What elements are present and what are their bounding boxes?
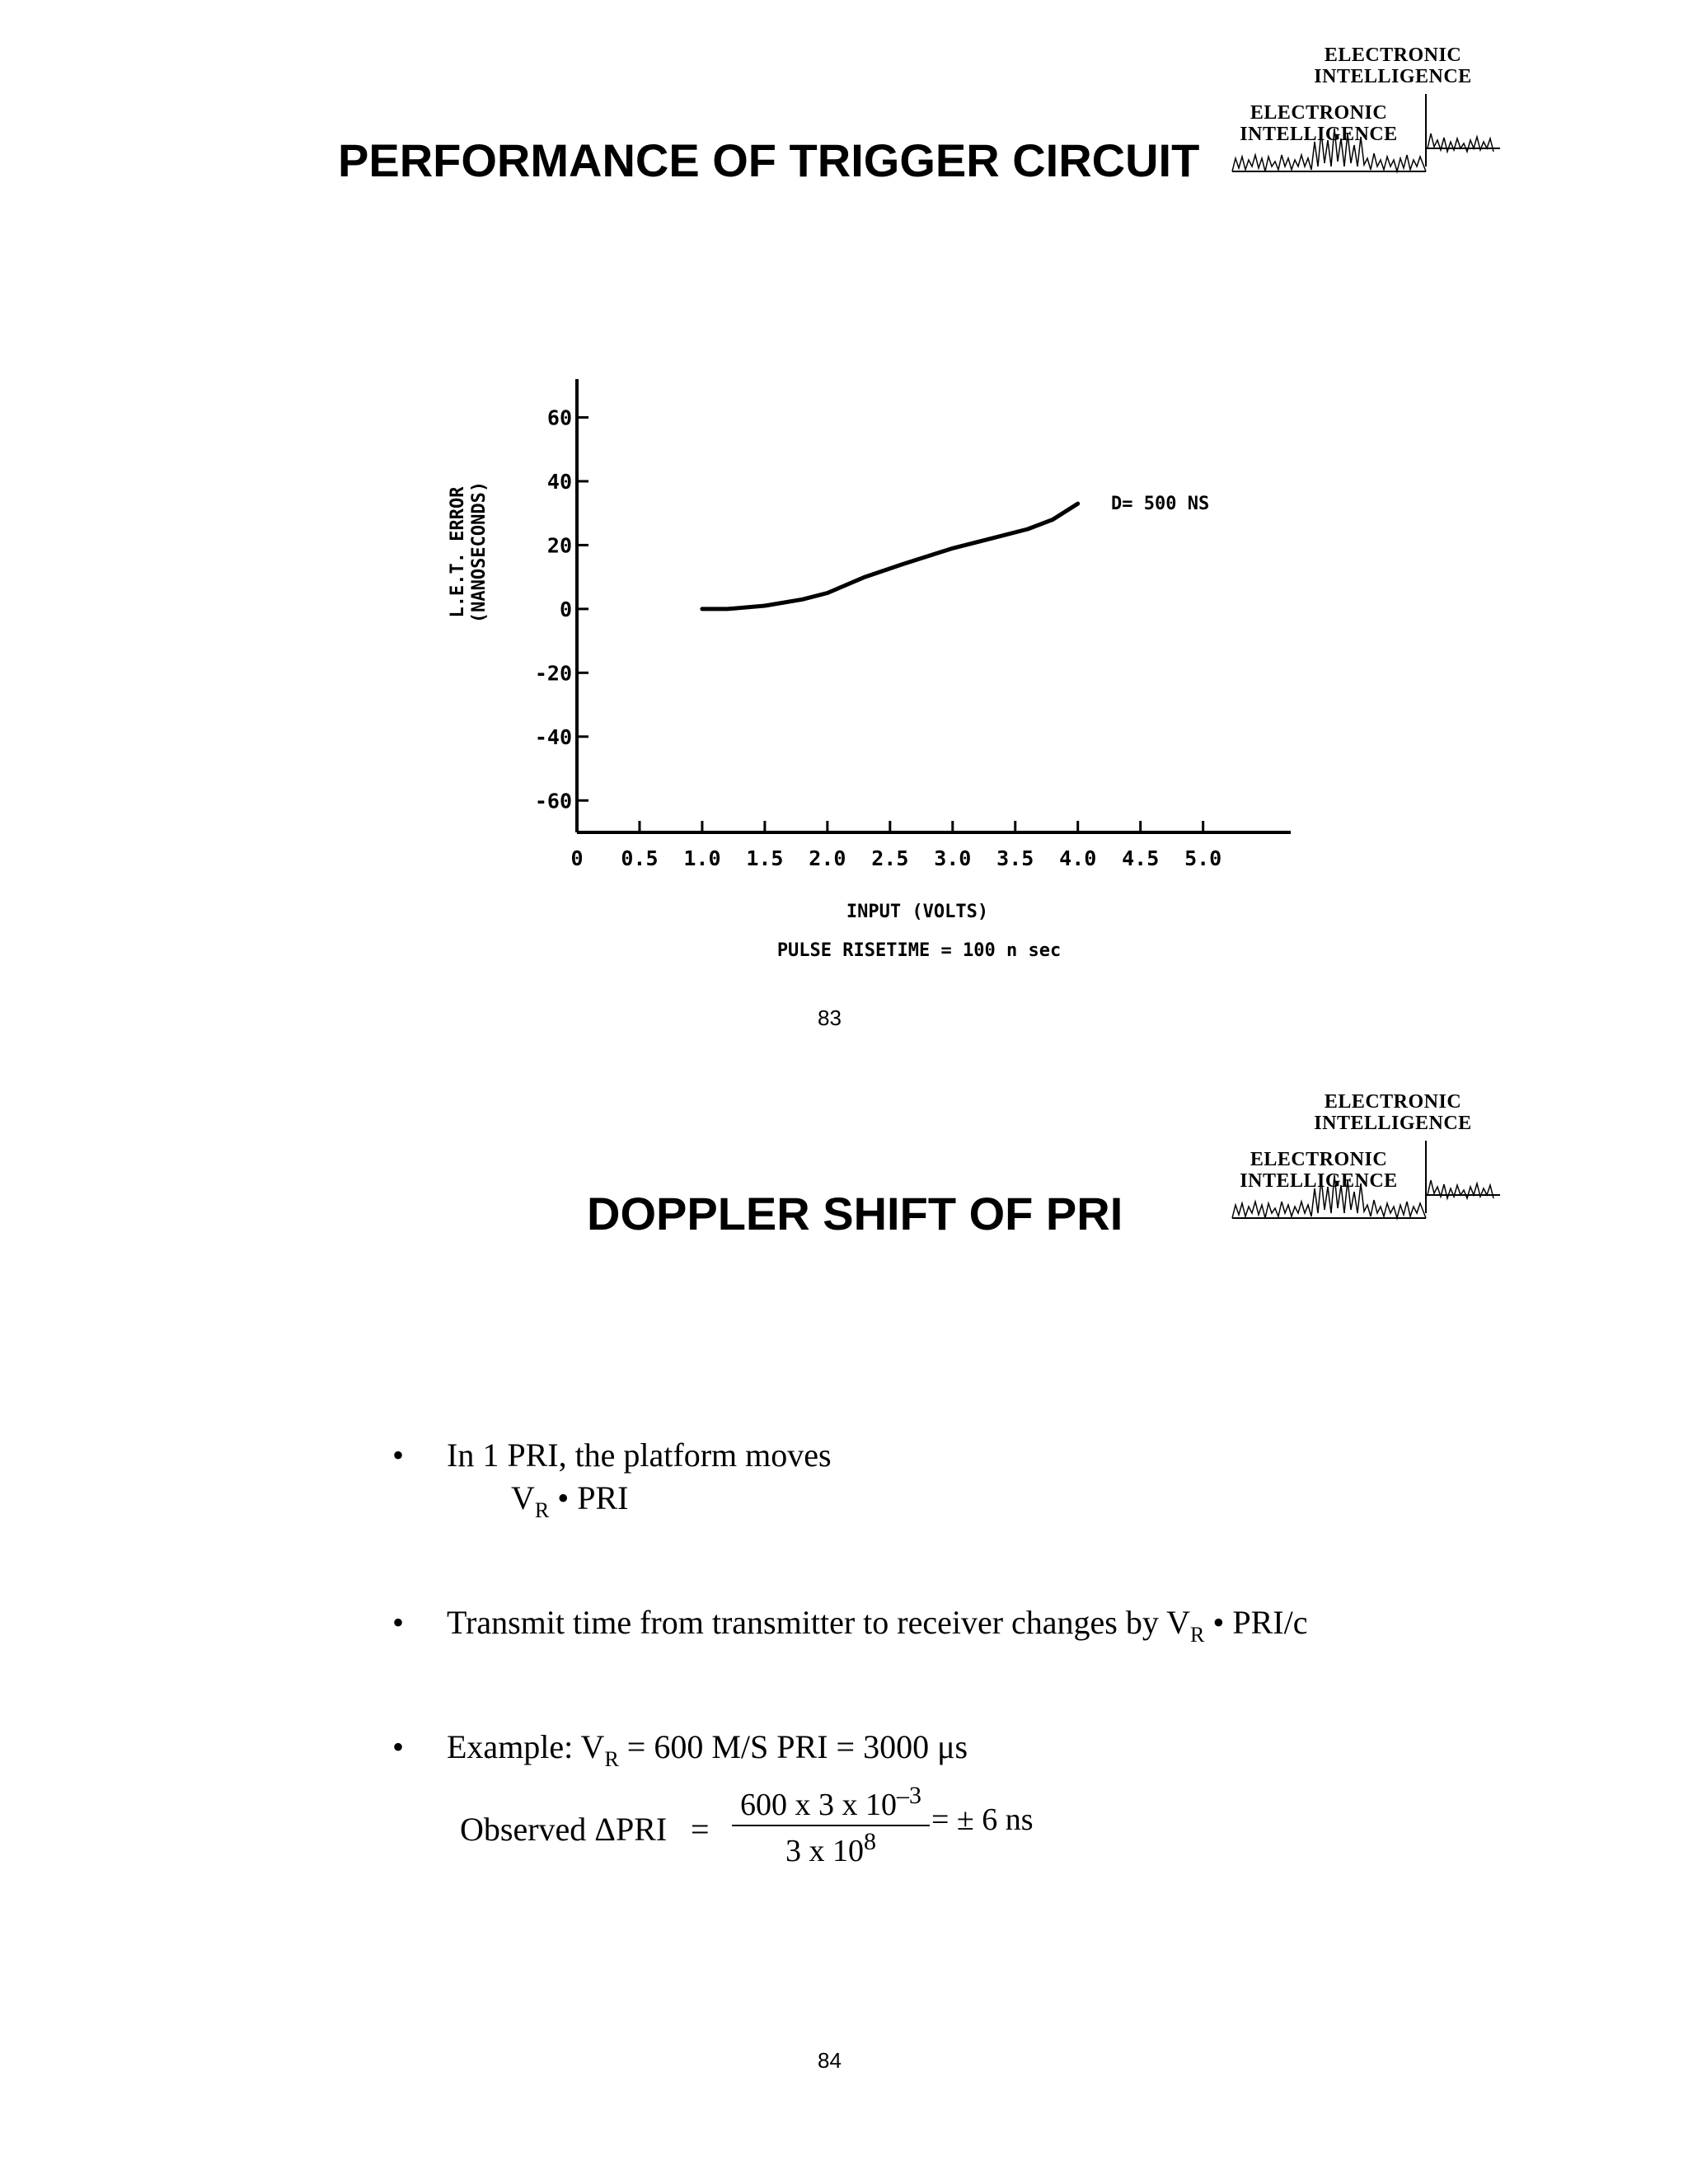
equation-numerator — [732, 1782, 930, 1823]
logo-text-top-2: INTELLIGENCE — [1314, 66, 1472, 87]
bullet-3-text-a: Example: V — [447, 1728, 605, 1765]
fraction-bar — [732, 1825, 930, 1826]
bullet-3-text — [447, 1727, 968, 1772]
numerator-base: 600 x 3 x 10 — [740, 1788, 897, 1822]
bullet-marker: • — [392, 1604, 405, 1641]
y-tick-label: 0 — [559, 597, 572, 621]
bullet-2-text-b: • PRI/c — [1204, 1604, 1308, 1641]
chart-series — [702, 504, 1078, 609]
equation-fraction — [732, 1782, 930, 1869]
denominator-base: 3 x 10 — [785, 1834, 864, 1868]
bullet-2-text-a: Transmit time from transmitter to receiver changes by V — [447, 1604, 1191, 1641]
slide1-title: PERFORMANCE OF TRIGGER CIRCUIT — [338, 134, 1200, 186]
let-error-chart — [412, 363, 1352, 989]
page-number-83: 83 — [818, 1005, 842, 1030]
y-tick-label: 60 — [546, 405, 572, 430]
chart-y-label-line1: L.E.T. ERROR — [448, 486, 468, 618]
y-tick-label: -20 — [534, 661, 572, 686]
x-tick-label: 2.0 — [809, 846, 846, 870]
y-tick-label: 40 — [546, 469, 572, 494]
y-tick-label: 20 — [546, 533, 572, 558]
bullet-3-sub: R — [604, 1747, 619, 1771]
chart-y-ticks — [535, 405, 588, 813]
x-tick-label: 5.0 — [1184, 846, 1222, 870]
x-tick-label: 0.5 — [621, 846, 659, 870]
bullet-1-sub: R — [534, 1498, 550, 1522]
bullet-2-text — [447, 1603, 1307, 1647]
chart-x-label: INPUT (VOLTS) — [846, 902, 989, 922]
denominator-exponent: 8 — [864, 1828, 876, 1855]
equation-result: = ± 6 ns — [931, 1802, 1034, 1837]
logo-signal-graphic — [1228, 1090, 1500, 1230]
equation-lhs: Observed ΔPRI — [460, 1811, 668, 1848]
x-tick-label: 0 — [570, 846, 584, 870]
logo-electronic-intelligence-2 — [1228, 1090, 1500, 1230]
bullet-3-text-b: = 600 M/S PRI = 3000 μs — [618, 1728, 968, 1765]
x-tick-label: 4.0 — [1059, 846, 1097, 870]
logo-text-top-2: INTELLIGENCE — [1314, 1113, 1472, 1134]
bullet-2-sub: R — [1190, 1623, 1205, 1647]
equation-denominator — [732, 1828, 930, 1869]
chart-axes — [577, 379, 1291, 832]
logo-text-mid-1: ELECTRONIC — [1250, 1149, 1388, 1170]
logo-text-mid-2: INTELLIGENCE — [1240, 1170, 1398, 1192]
page-number-84: 84 — [818, 2048, 842, 2073]
logo-signal-graphic — [1228, 43, 1500, 183]
logo-text-top-1: ELECTRONIC — [1324, 1091, 1462, 1113]
bullet-1-v: V — [511, 1479, 535, 1516]
x-tick-label: 1.0 — [683, 846, 721, 870]
logo-text-top-1: ELECTRONIC — [1324, 45, 1462, 66]
logo-text-mid-2: INTELLIGENCE — [1240, 124, 1398, 145]
bullet-1-line1: In 1 PRI, the platform moves — [447, 1436, 832, 1474]
equation-equals: = — [691, 1811, 710, 1848]
y-tick-label: -60 — [534, 789, 572, 813]
chart-x-ticks — [570, 821, 1221, 870]
chart-series-label: D= 500 NS — [1111, 494, 1210, 514]
bullet-1-rest: • PRI — [549, 1479, 629, 1516]
x-tick-label: 2.5 — [871, 846, 909, 870]
bullet-1-line2 — [511, 1479, 628, 1523]
logo-text-mid-1: ELECTRONIC — [1250, 102, 1388, 124]
bullet-marker: • — [392, 1436, 405, 1474]
chart-subtitle: PULSE RISETIME = 100 n sec — [776, 940, 1062, 961]
y-tick-label: -40 — [534, 724, 572, 749]
x-tick-label: 4.5 — [1122, 846, 1160, 870]
series-line — [702, 504, 1078, 609]
x-tick-label: 3.0 — [934, 846, 972, 870]
numerator-exponent: –3 — [897, 1782, 921, 1809]
bullet-marker: • — [392, 1728, 405, 1765]
x-tick-label: 1.5 — [746, 846, 784, 870]
logo-electronic-intelligence — [1228, 43, 1500, 183]
slide2-title: DOPPLER SHIFT OF PRI — [587, 1188, 1123, 1240]
x-tick-label: 3.5 — [996, 846, 1034, 870]
chart-y-label-line2: (NANOSECONDS) — [469, 480, 490, 624]
